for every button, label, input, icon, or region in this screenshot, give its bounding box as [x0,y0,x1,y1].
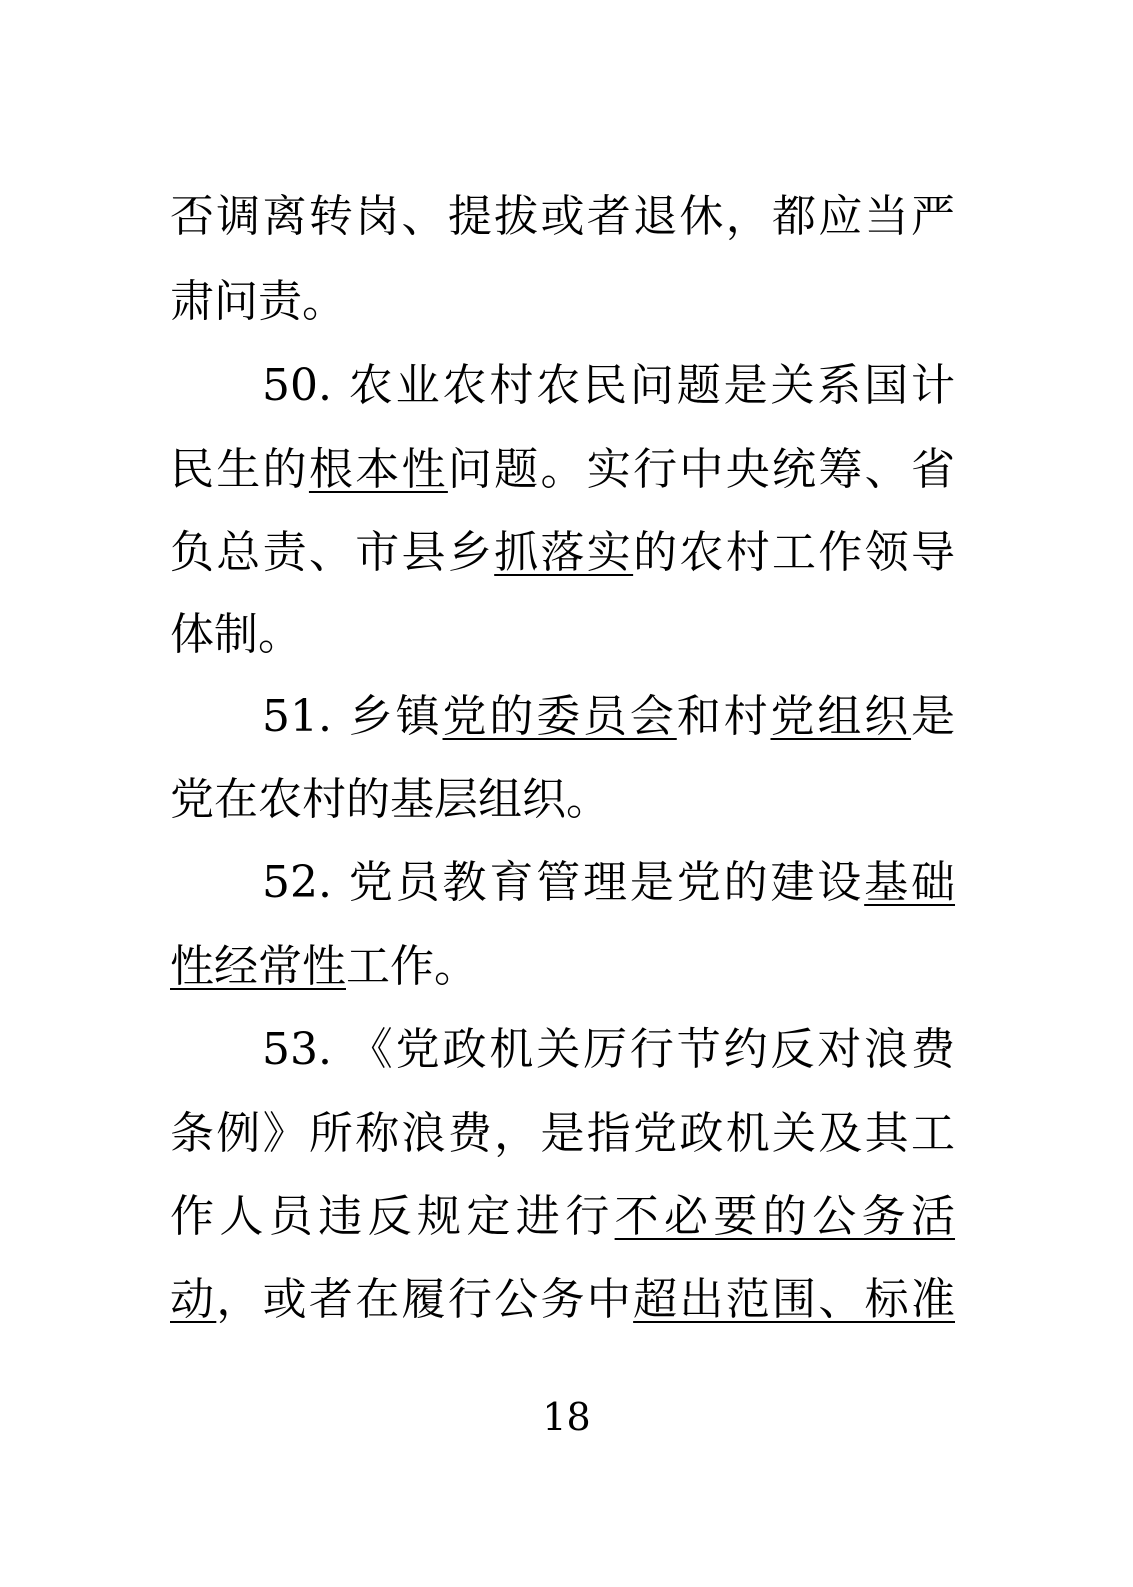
text-run: 作人员违反规定进行 [170,1191,615,1242]
text-run: 问题。实行中央统筹、省 [447,444,955,495]
text-run: 民生的 [170,444,309,495]
paragraph-49-line-1: 否调离转岗、提拔或者退休，都应当严 [170,191,955,242]
text-run: 和村 [676,691,771,742]
paragraph-53-line-2: 条例》所称浪费，是指党政机关及其工 [170,1108,955,1159]
underlined-term: 抓落实 [494,527,634,578]
underlined-term: 基础 [864,857,956,908]
paragraph-52-line-1 [262,853,955,913]
underlined-term: 根本性 [308,444,448,495]
page-number: 18 [542,1395,591,1439]
underlined-term: 性经常性 [170,941,346,992]
text-run: 52. 党员教育管理是党的建设 [262,857,865,908]
paragraph-50-line-2 [170,440,955,500]
underlined-term: 超出范围、标准 [633,1274,955,1325]
paragraph-49-line-2: 肃问责。 [170,276,346,327]
underlined-term: 不必要的公务活 [614,1191,956,1242]
paragraph-51-line-1 [262,687,955,747]
paragraph-50-line-1: 50. 农业农村农民问题是关系国计 [262,360,955,411]
paragraph-53-line-1: 53. 《党政机关厉行节约反对浪费 [262,1024,955,1075]
paragraph-51-line-2: 党在农村的基层组织。 [170,774,610,825]
text-run: 是 [911,691,956,742]
text-run: 工作。 [346,941,478,992]
text-run: 51. 乡镇 [262,691,443,742]
paragraph-50-line-4: 体制。 [170,609,302,660]
paragraph-53-line-4 [170,1270,955,1330]
underlined-term: 动 [170,1274,217,1325]
text-run: ，或者在履行公务中 [216,1274,634,1325]
underlined-term: 党组织 [770,691,912,742]
underlined-term: 党的委员会 [442,691,677,742]
paragraph-53-line-3 [170,1187,955,1247]
text-run: 负总责、市县乡 [170,527,495,578]
paragraph-50-line-3 [170,523,955,583]
paragraph-52-line-2 [170,937,955,997]
text-run: 的农村工作领导 [633,527,955,578]
